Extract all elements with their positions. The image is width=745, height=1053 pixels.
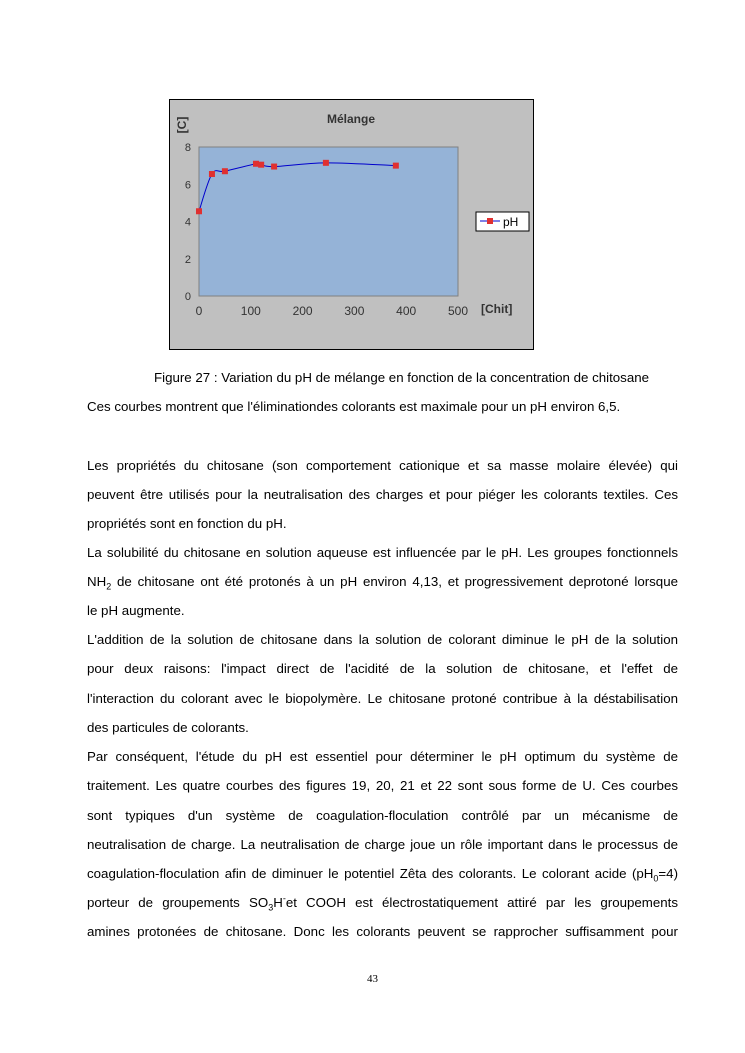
paragraph-conclusion: Ces courbes montrent que l'éliminationdes colorants est maximale pour un pH environ 6,5. — [87, 399, 621, 414]
p3-line-4: des particules de colorants. — [87, 720, 249, 735]
p1-line-1: Les propriétés du chitosane (son comportement cationique et sa masse molaire élevée) qui — [87, 458, 678, 473]
p4-line-7: amines protonées de chitosane. Donc les colorants peuvent se rapprocher suffisamment pour — [87, 924, 678, 939]
x-tick-label: 100 — [240, 304, 261, 318]
p4-line-1: Par conséquent, l'étude du pH est essentiel pour déterminer le pH optimum du système de — [87, 749, 678, 764]
data-point-marker — [222, 168, 228, 174]
data-point-marker — [271, 164, 277, 170]
legend-label: pH — [503, 215, 519, 229]
y-tick-label: 6 — [184, 179, 191, 192]
ph-chart — [169, 99, 534, 350]
figure-caption: Figure 27 : Variation du pH de mélange en fonction de la concentration de chitosane — [154, 370, 650, 385]
p2-line-3: le pH augmente. — [87, 603, 185, 618]
figure-27 — [169, 99, 534, 350]
x-tick-label: 200 — [292, 304, 313, 318]
data-point-marker — [209, 171, 215, 177]
plot-area — [199, 147, 458, 296]
y-tick-label: 8 — [184, 142, 191, 154]
p3-line-1: L'addition de la solution de chitosane dans la solution de colorant diminue le pH de la solution — [87, 632, 678, 647]
p4-line-4: neutralisation de charge. La neutralisation de charge joue un rôle important dans le processus de — [87, 837, 678, 852]
data-point-marker — [258, 162, 264, 168]
p2-line-1: La solubilité du chitosane en solution aqueuse est influencée par le pH. Les groupes fonctionnels — [87, 545, 678, 560]
p1-line-2: peuvent être utilisés pour la neutralisation des charges et pour piéger les colorants textiles. Ces — [87, 487, 678, 502]
data-point-marker — [323, 160, 329, 166]
chart-title: Mélange — [326, 112, 376, 126]
p4-line-3: sont typiques d'un système de coagulation-floculation contrôlé par un mécanisme de — [87, 808, 678, 823]
y-tick-label: 0 — [184, 291, 191, 303]
x-axis-label: [Chit] — [481, 302, 513, 316]
data-point-marker — [253, 161, 259, 167]
legend — [476, 212, 529, 231]
p3-line-2: pour deux raisons: l'impact direct de l'acidité de la solution de chitosane, et l'effet de — [87, 661, 678, 676]
p4-line-2: traitement. Les quatre courbes des figures 19, 20, 21 et 22 sont sous forme de U. Ces courbes — [87, 778, 678, 793]
x-tick-label: 400 — [396, 304, 417, 318]
p3-line-3: l'interaction du colorant avec le biopolymère. Le chitosane protoné contribue à la déstabilisation — [87, 691, 678, 706]
p1-line-3: propriétés sont en fonction du pH. — [87, 516, 287, 531]
y-axis-label: [C] — [175, 116, 189, 134]
p4-line-5: coagulation-floculation afin de diminuer le potentiel Zêta des colorants. Le colorant acide $(pH_0=4)$ — [87, 866, 678, 884]
p2-line-2: $NH_2$ de chitosane ont été protonés à un pH environ 4,13, et progressivement deprotoné lorsque — [87, 574, 678, 592]
data-point-marker — [196, 208, 202, 214]
x-tick-label: 300 — [344, 304, 365, 318]
x-tick-label: 0 — [195, 304, 203, 318]
data-point-marker — [393, 163, 399, 169]
p4-line-6: porteur de groupements $SO_3H^-et$ COOH est électrostatiquement attiré par les groupements — [87, 893, 678, 913]
y-tick-label: 4 — [184, 216, 191, 229]
legend-marker — [487, 218, 493, 224]
x-tick-label: 500 — [447, 304, 469, 318]
page-number: 43 — [367, 973, 378, 985]
y-tick-label: 2 — [184, 253, 191, 266]
